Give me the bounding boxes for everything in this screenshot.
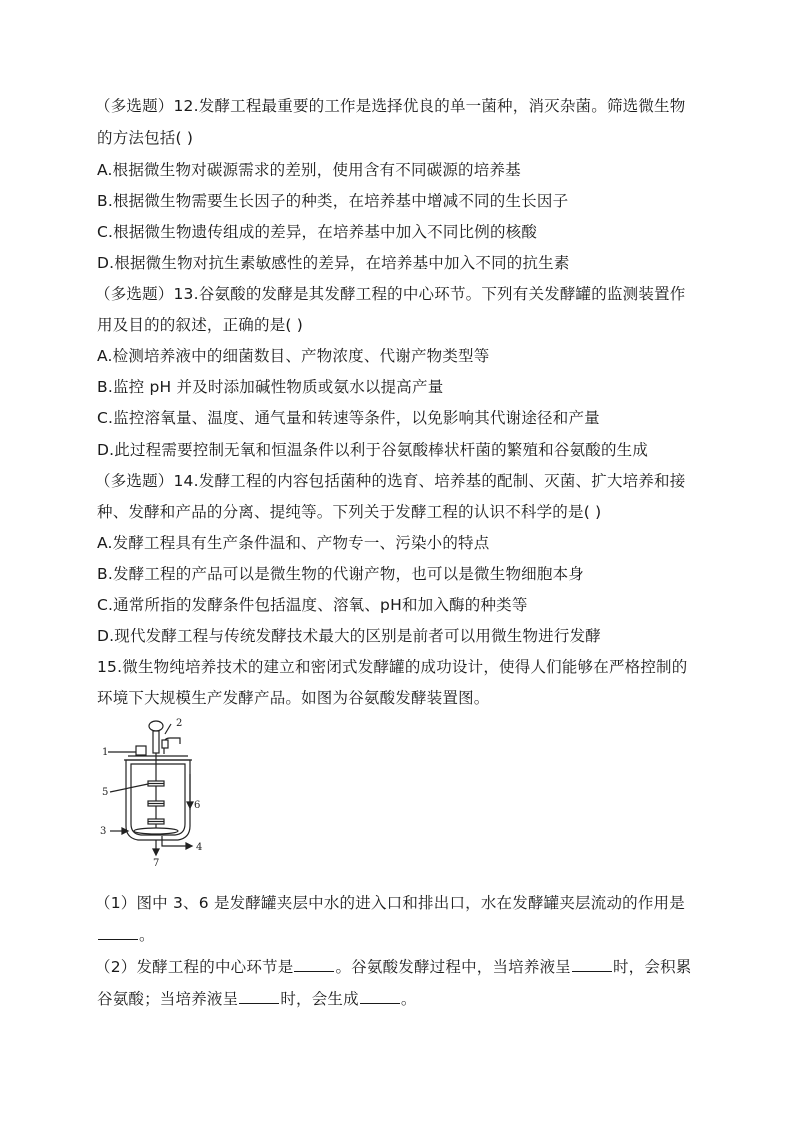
q15-sub2-line1 (95, 957, 692, 977)
q12-stem-line1: （多选题）12.发酵工程最重要的工作是选择优良的单一菌种，消灭杂菌。筛选微生物 (95, 97, 686, 115)
answer-blank-5[interactable] (360, 989, 400, 1004)
q14-option-b: B.发酵工程的产品可以是微生物的代谢产物，也可以是微生物细胞本身 (97, 565, 584, 583)
q12-stem-line2: 的方法包括( ) (97, 129, 194, 147)
q15-sub1-end: 。 (139, 926, 155, 944)
figure-label-2: 2 (176, 718, 183, 729)
figure-label-3: 3 (100, 826, 107, 837)
figure-label-1: 1 (102, 747, 109, 758)
figure-label-6: 6 (194, 800, 201, 811)
q14-stem-line2: 种、发酵和产品的分离、提纯等。下列关于发酵工程的认识不科学的是( ) (97, 503, 602, 521)
q13-option-d: D.此过程需要控制无氧和恒温条件以利于谷氨酸棒状杆菌的繁殖和谷氨酸的生成 (97, 441, 649, 459)
q13-stem-line2: 用及目的的叙述，正确的是( ) (97, 316, 304, 334)
q15-stem-line1: 15.微生物纯培养技术的建立和密闭式发酵罐的成功设计，使得人们能够在严格控制的 (97, 658, 688, 676)
q12-option-b: B.根据微生物需要生长因子的种类，在培养基中增减不同的生长因子 (97, 192, 569, 210)
q15-sub2-part-d: 谷氨酸；当培养液呈 (97, 990, 239, 1008)
q15-stem-line2: 环境下大规模生产发酵产品。如图为谷氨酸发酵装置图。 (97, 689, 490, 707)
q15-sub1-line2 (97, 925, 155, 945)
q12-option-c: C.根据微生物遗传组成的差异，在培养基中加入不同比例的核酸 (97, 223, 538, 241)
q14-option-d: D.现代发酵工程与传统发酵技术最大的区别是前者可以用微生物进行发酵 (97, 627, 601, 645)
q15-sub2-part-b: 。谷氨酸发酵过程中，当培养液呈 (335, 958, 571, 976)
q13-option-c: C.监控溶氧量、温度、通气量和转速等条件，以免影响其代谢途径和产量 (97, 409, 600, 427)
q14-option-c: C.通常所指的发酵条件包括温度、溶氧、pH和加入酶的种类等 (97, 596, 528, 614)
q15-sub2-line2 (97, 989, 417, 1009)
q15-sub2-part-f: 。 (400, 990, 417, 1008)
answer-blank-2[interactable] (294, 957, 334, 972)
q14-stem-line1: （多选题）14.发酵工程的内容包括菌种的选育、培养基的配制、灭菌、扩大培养和接 (95, 472, 686, 490)
answer-blank-3[interactable] (572, 957, 612, 972)
figure-label-4: 4 (196, 842, 203, 853)
impeller-middle (148, 801, 164, 806)
q13-stem-line1: （多选题）13.谷氨酸的发酵是其发酵工程的中心环节。下列有关发酵罐的监测装置作 (95, 285, 686, 303)
q15-sub2-part-a: （2）发酵工程的中心环节是 (95, 958, 294, 976)
q15-sub2-part-e: 时，会生成 (280, 990, 359, 1008)
fermenter-diagram (98, 718, 218, 868)
impeller-top (148, 781, 164, 786)
q12-option-a: A.根据微生物对碳源需求的差别，使用含有不同碳源的培养基 (97, 161, 521, 179)
q13-option-a: A.检测培养液中的细菌数目、产物浓度、代谢产物类型等 (97, 347, 490, 365)
motor (149, 721, 163, 731)
figure-label-5: 5 (102, 787, 109, 798)
q15-sub2-part-c: 时，会积累 (612, 958, 692, 976)
probe-1 (136, 746, 146, 755)
q13-option-b: B.监控 pH 并及时添加碱性物质或氨水以提高产量 (97, 378, 444, 396)
q12-option-d: D.根据微生物对抗生素敏感性的差异，在培养基中加入不同的抗生素 (97, 254, 570, 272)
q15-sub1-line1: （1）图中 3、6 是发酵罐夹层中水的进入口和排出口，水在发酵罐夹层流动的作用是 (95, 894, 685, 912)
impeller-bottom (148, 819, 164, 824)
answer-blank-1[interactable] (98, 925, 138, 940)
answer-blank-4[interactable] (239, 989, 279, 1004)
figure-label-7: 7 (153, 858, 160, 868)
q14-option-a: A.发酵工程具有生产条件温和、产物专一、污染小的特点 (97, 534, 490, 552)
